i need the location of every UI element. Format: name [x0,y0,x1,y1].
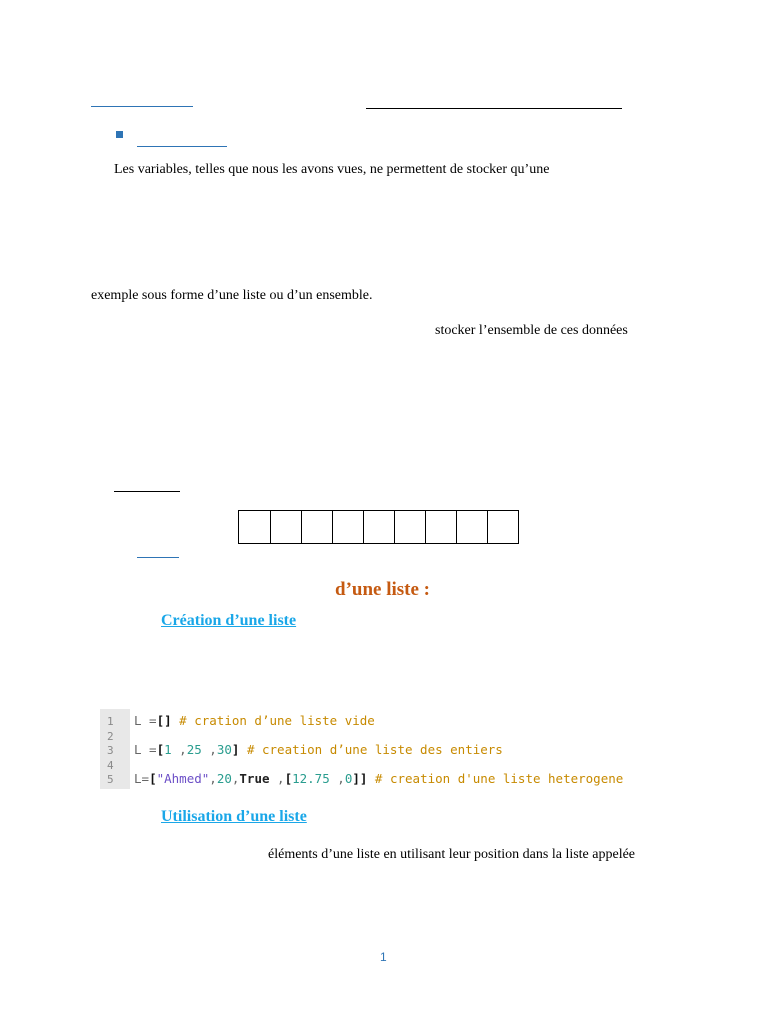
array-cell [270,511,301,543]
bullet-square-icon [116,131,123,138]
code-number: 20 [216,771,232,786]
array-diagram [238,510,519,544]
subheading-creation: Création d’une liste [161,612,297,629]
paragraph-usage: éléments d’une liste en utilisant leur position dans la liste appelée [268,847,636,862]
page-number: 1 [380,950,387,964]
code-number: 0 [344,771,353,786]
code-token: , [231,771,240,786]
array-cell [301,511,332,543]
line-number: 3 [107,744,114,757]
line-number: 1 [107,715,114,728]
example-heading-underline [114,491,180,492]
section-title: d’une liste : [335,579,430,600]
code-line-numbers [100,709,130,789]
code-token: ] [231,742,240,757]
code-keyword: True [239,771,270,786]
code-string: "Ahmed" [156,771,210,786]
code-token: [ [156,742,165,757]
paragraph-example: exemple sous forme d’une liste ou d’un ensemble. [91,288,373,303]
code-token: L= [134,771,150,786]
code-number: 30 [216,742,232,757]
code-number: 12.75 [292,771,330,786]
code-comment: # creation d'une liste heterogene [367,771,624,786]
code-token: [ [284,771,293,786]
array-cell [363,511,394,543]
paragraph-intro: Les variables, telles que nous les avons vues, ne permettent de stocker qu’une [114,162,550,177]
code-comment: # creation d’une liste des entiers [239,742,503,757]
code-body [130,709,660,789]
code-token: ]] [352,771,368,786]
code-line-3 [134,743,660,772]
code-block [100,709,660,789]
code-line-5 [134,772,660,801]
line-number: 4 [107,758,114,772]
code-number: 25 [186,742,202,757]
bullet-heading-underline [137,146,227,147]
code-token: L = [134,713,157,728]
header-title-underline [366,108,622,109]
code-token: [] [156,713,172,728]
code-token: , [209,771,217,786]
line-number: 2 [107,729,114,743]
code-token: L = [134,742,157,757]
index-link-underline [137,557,179,558]
code-token: , [329,771,345,786]
array-cell [394,511,425,543]
code-line-1 [134,714,660,743]
code-number: 1 [164,742,172,757]
paragraph-store: stocker l’ensemble de ces données [435,323,628,338]
array-cell [456,511,487,543]
header-link-underline [91,106,193,107]
code-token: , [171,742,187,757]
array-cell [425,511,456,543]
code-token: , [201,742,217,757]
array-cell [487,511,518,543]
line-number: 5 [107,773,114,786]
code-comment: # cration d’une liste vide [171,713,375,728]
array-cell [332,511,363,543]
code-token: [ [149,771,157,786]
subheading-usage: Utilisation d’une liste [161,808,307,825]
array-cell [239,511,270,543]
code-token: , [269,771,285,786]
